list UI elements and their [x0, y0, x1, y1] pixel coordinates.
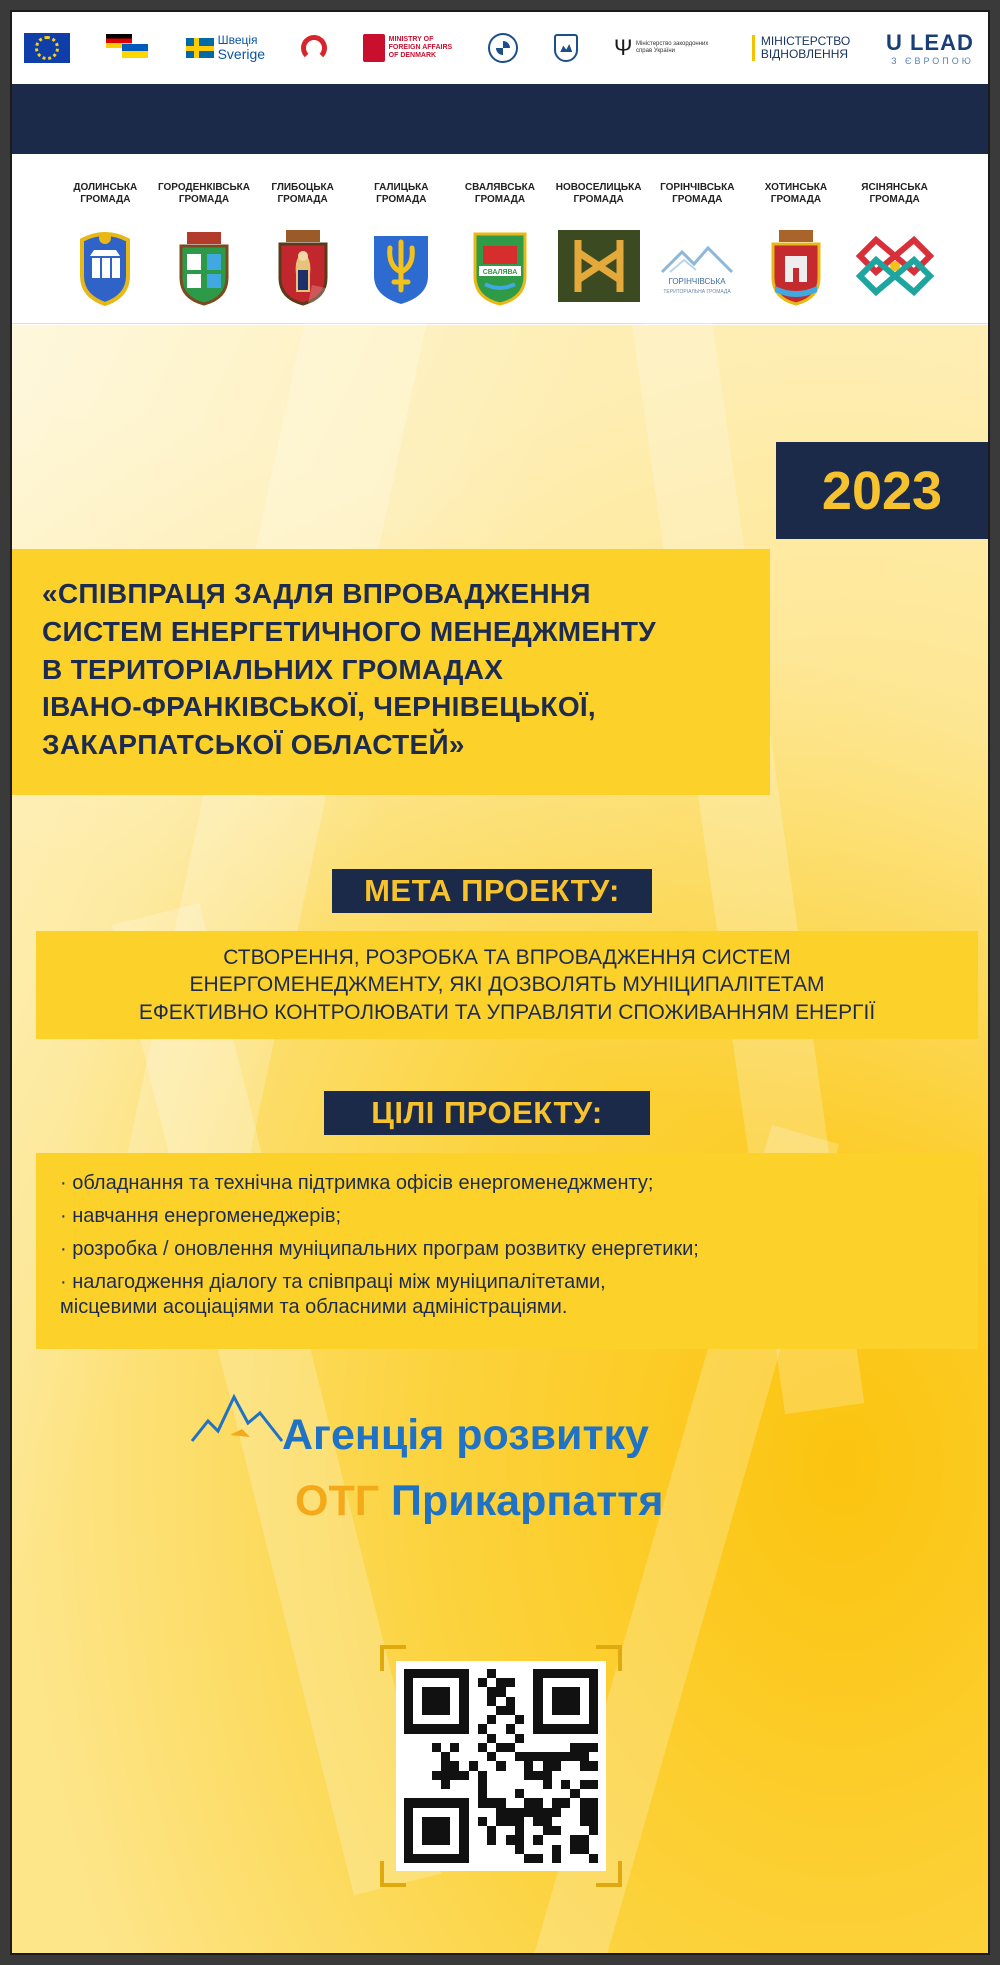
ulead-logo: [886, 26, 974, 70]
municipality-khotyn: [749, 182, 843, 323]
goal-heading: МЕТА ПРОЕКТУ:: [364, 873, 620, 908]
municipality-horodenka: [157, 182, 251, 323]
sweden-flag-icon: [186, 38, 214, 58]
ministry-reconstruction-text: [752, 35, 850, 61]
novoselytsia-crest-icon: [554, 226, 644, 306]
ukraine-ministry-logo: [614, 26, 716, 70]
objective-item: · обладнання та технічна підтримка офісів енергоменеджменту;: [60, 1172, 654, 1194]
horinchovo-crest-label-2: ТЕРИТОРІАЛЬНА ГРОМАДА: [663, 289, 731, 295]
ministry-line-1: МІНІСТЕРСТВО: [760, 33, 851, 48]
year-badge: [776, 442, 988, 539]
municipality-name: ГОРІНЧІВСЬКА ГРОМАДА: [660, 182, 735, 205]
sverige-line-1: Швеція: [217, 33, 258, 48]
agency-logo: [190, 1377, 790, 1527]
ukraine-germany-flags-icon: [106, 34, 150, 62]
mountain-logo-icon: [190, 1391, 290, 1451]
navy-band: [12, 84, 988, 154]
agency-otg-text: ОТГ: [295, 1477, 380, 1525]
horodenka-crest-icon: [173, 226, 235, 306]
khotyn-crest-icon: [765, 226, 827, 306]
ukraine-ministry-text: Міністерство закордонних справ України: [636, 41, 709, 54]
yasinia-crest-icon: [850, 226, 940, 306]
goal-heading-tag: [332, 869, 652, 913]
svaliava-crest-label: СВАЛЯВА: [482, 269, 518, 276]
ulead-title: U LEAD: [885, 30, 974, 55]
municipality-name: ЯСІНЯНСЬКА ГРОМАДА: [861, 182, 928, 205]
objective-item: · навчання енергоменеджерів;: [60, 1205, 342, 1227]
municipality-name: СВАЛЯВСЬКА ГРОМАДА: [464, 182, 535, 205]
municipality-svaliava: [453, 182, 547, 323]
svaliava-crest-icon: [469, 226, 531, 306]
municipality-name: ГАЛИЦЬКА ГРОМАДА: [374, 182, 429, 205]
round-seal-logo: [488, 26, 518, 70]
municipality-novoselytsia: [552, 182, 646, 323]
municipality-dolyna: [58, 182, 152, 323]
goal-text: СТВОРЕННЯ, РОЗРОБКА ТА ВПРОВАДЖЕННЯ СИСТЕМ ЕНЕРГОМЕНЕДЖМЕНТУ, ЯКІ ДОЗВОЛЯТЬ МУНІЦИПАЛІТЕТАМ ЕФЕКТИВНО КОНТРОЛЮВАТИ ТА УПРАВЛЯТИ СПОЖИВАННЯМ ЕНЕРГІЇ: [138, 946, 876, 1024]
objective-item: · розробка / оновлення муніципальних програм розвитку енергетики;: [60, 1238, 699, 1260]
ministry-reconstruction-logo: [752, 26, 850, 70]
title-box: [12, 549, 770, 795]
qr-code-block[interactable]: [380, 1645, 622, 1887]
dolyna-crest-icon: [74, 226, 136, 306]
sverige-text: [218, 34, 265, 61]
sweden-logo: [186, 26, 265, 70]
finland-logo: [301, 26, 327, 70]
objectives-heading-tag: [324, 1091, 650, 1135]
eu-flag-icon: [24, 33, 70, 63]
finland-ring-icon: [301, 35, 327, 61]
goal-box: [36, 931, 978, 1039]
municipality-name: ГЛИБОЦЬКА ГРОМАДА: [271, 182, 334, 205]
denmark-crest-icon: [363, 34, 385, 62]
agency-name-line-1: Агенція розвитку: [282, 1411, 649, 1459]
partner-logos-bar: [12, 12, 988, 84]
halych-crest-icon: [370, 226, 432, 306]
ulead-subtitle: З ЄВРОПОЮ: [891, 56, 974, 66]
municipality-name: НОВОСЕЛИЦЬКА ГРОМАДА: [555, 182, 642, 205]
ukraine-germany-logo: [106, 26, 150, 70]
municipality-name: ХОТИНСЬКА ГРОМАДА: [764, 182, 828, 205]
objective-item: · налагодження діалогу та співпраці між муніципалітетами, місцевими асоціаціями та обласними адміністраціями.: [60, 1271, 606, 1318]
poster-body: [12, 325, 988, 1953]
project-title: «СПІВПРАЦЯ ЗАДЛЯ ВПРОВАДЖЕННЯ СИСТЕМ ЕНЕРГЕТИЧНОГО МЕНЕДЖМЕНТУ В ТЕРИТОРІАЛЬНИХ ГРОМАДАХ ІВАНО-ФРАНКІВСЬКОЇ, ЧЕРНІВЕЦЬКОЇ, ЗАКАРПАТСЬКОЇ ОБЛАСТЕЙ»: [42, 578, 657, 761]
horinchovo-crest-label-1: ГОРІНЧІВСЬКА: [668, 277, 726, 286]
round-seal-icon: [488, 33, 518, 63]
slovenia-logo: [554, 26, 578, 70]
denmark-ministry-text: MINISTRY OF FOREIGN AFFAIRS OF DENMARK: [388, 36, 453, 59]
municipalities-row: [12, 154, 988, 324]
sverige-line-2: Sverige: [217, 45, 266, 62]
slovenia-shield-icon: [554, 34, 578, 62]
municipality-horinchovo: [650, 182, 744, 323]
objectives-heading: ЦІЛІ ПРОЕКТУ:: [371, 1095, 603, 1130]
eu-flag-logo: [24, 26, 70, 70]
objectives-box: [36, 1153, 978, 1349]
municipality-yasinia: [848, 182, 942, 323]
municipality-name: ГОРОДЕНКІВСЬКА ГРОМАДА: [157, 182, 250, 205]
trident-icon: Ψ: [614, 35, 633, 60]
denmark-logo: [363, 26, 453, 70]
agency-prykarpattia-text: Прикарпаття: [391, 1477, 664, 1525]
year-text: 2023: [821, 460, 943, 521]
municipality-name: ДОЛИНСЬКА ГРОМАДА: [73, 182, 138, 205]
qr-code-icon[interactable]: [396, 1661, 606, 1871]
horinchovo-crest-icon: [652, 226, 742, 306]
agency-name-line-2: [295, 1477, 663, 1526]
poster-frame: [12, 12, 988, 1953]
ministry-line-2: ВІДНОВЛЕННЯ: [760, 47, 849, 61]
